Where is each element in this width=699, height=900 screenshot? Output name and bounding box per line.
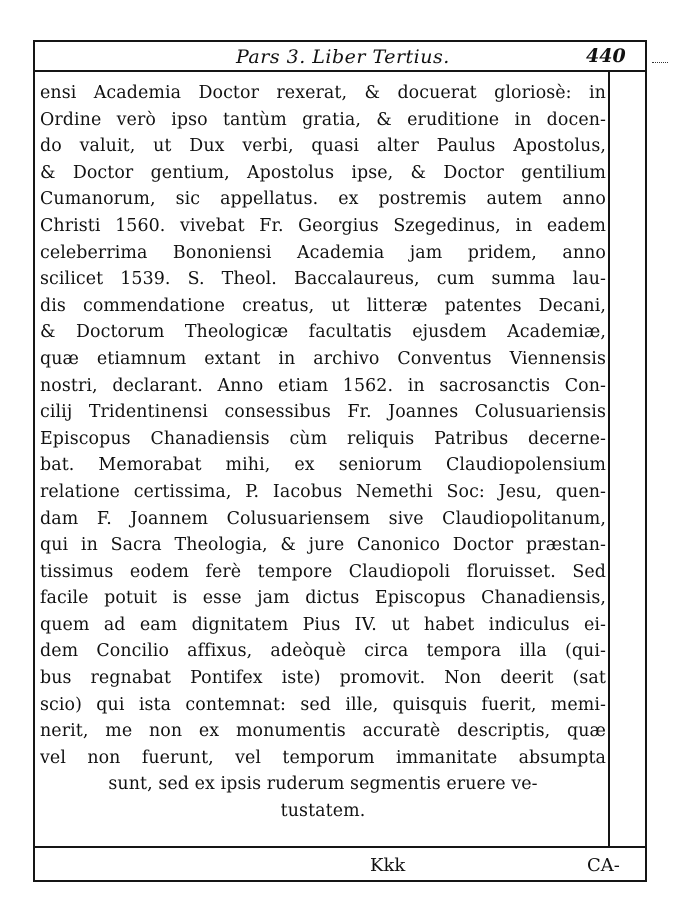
text-line: tissimus eodem ferè tempore Claudiopoli floruisset. Sed bbox=[40, 561, 606, 582]
catchword: CA- bbox=[587, 855, 620, 876]
text-line: Episcopus Chanadiensis cùm reliquis Patribus decerne- bbox=[40, 428, 606, 449]
text-line: relatione certissima, P. Iacobus Nemethi Soc: Jesu, quen- bbox=[40, 481, 606, 502]
signature-mark: Kkk bbox=[370, 855, 406, 876]
page-header bbox=[0, 44, 699, 70]
text-line: quæ etiamnum extant in archivo Conventus Viennensis bbox=[40, 348, 606, 369]
text-line: cilij Tridentinensi consessibus Fr. Joannes Colusuariensis bbox=[40, 402, 606, 423]
text-line: nostri, declarant. Anno etiam 1562. in sacrosanctis Con- bbox=[40, 375, 606, 396]
text-box-left-rule bbox=[33, 72, 35, 842]
text-line: bus regnabat Pontifex iste) promovit. Non deerit (sat bbox=[40, 668, 606, 689]
text-line: dis commendatione creatus, ut litteræ patentes Decani, bbox=[40, 295, 606, 316]
text-line: scio) qui ista contemnat: sed ille, quisquis fuerit, memi- bbox=[40, 694, 606, 715]
footer-rule bbox=[33, 846, 647, 848]
page-number: 440 bbox=[586, 45, 626, 67]
text-line: & Doctor gentium, Apostolus ipse, & Doctor gentilium bbox=[40, 162, 606, 183]
text-line: facile potuit is esse jam dictus Episcopus Chanadiensis, bbox=[40, 588, 606, 609]
header-rule bbox=[33, 70, 647, 72]
text-line: qui in Sacra Theologia, & jure Canonico Doctor præstan- bbox=[40, 535, 606, 556]
text-line: celeberrima Bononiensi Academia jam pridem, anno bbox=[40, 242, 606, 263]
text-line: scilicet 1539. S. Theol. Baccalaureus, cum summa lau- bbox=[40, 269, 606, 290]
text-box-right-rule bbox=[608, 72, 610, 847]
text-line: quem ad eam dignitatem Pius IV. ut habet indiculus ei- bbox=[40, 614, 606, 635]
text-line: bat. Memorabat mihi, ex seniorum Claudiopolensium bbox=[40, 455, 606, 476]
text-line: Christi 1560. vivebat Fr. Georgius Szegedinus, in eadem bbox=[40, 215, 606, 236]
text-line: dem Concilio affixus, adeòquè circa tempora illa (qui- bbox=[40, 641, 606, 662]
text-line: & Doctorum Theologicæ facultatis ejusdem Academiæ, bbox=[40, 322, 606, 343]
text-line: do valuit, ut Dux verbi, quasi alter Paulus Apostolus, bbox=[40, 136, 606, 157]
text-line: ensi Academia Doctor rexerat, & docuerat gloriosè: in bbox=[40, 83, 606, 103]
text-line: nerit, me non ex monumentis accuratè descriptis, quæ bbox=[40, 721, 606, 742]
body-text bbox=[40, 80, 606, 825]
text-line: dam F. Joannem Colusuariensem sive Claudiopolitanum, bbox=[40, 508, 606, 529]
closing-line: tustatem. bbox=[280, 801, 366, 822]
text-line: Cumanorum, sic appellatus. ex postremis autem anno bbox=[40, 189, 606, 210]
text-line: vel non fuerunt, vel temporum immanitate absumpta bbox=[40, 747, 606, 768]
running-head: Pars 3. Liber Tertius. bbox=[236, 46, 450, 68]
closing-line: sunt, sed ex ipsis ruderum segmentis eruere ve- bbox=[108, 774, 538, 795]
text-line: Ordine verò ipso tantùm gratia, & eruditione in docen- bbox=[40, 109, 606, 130]
